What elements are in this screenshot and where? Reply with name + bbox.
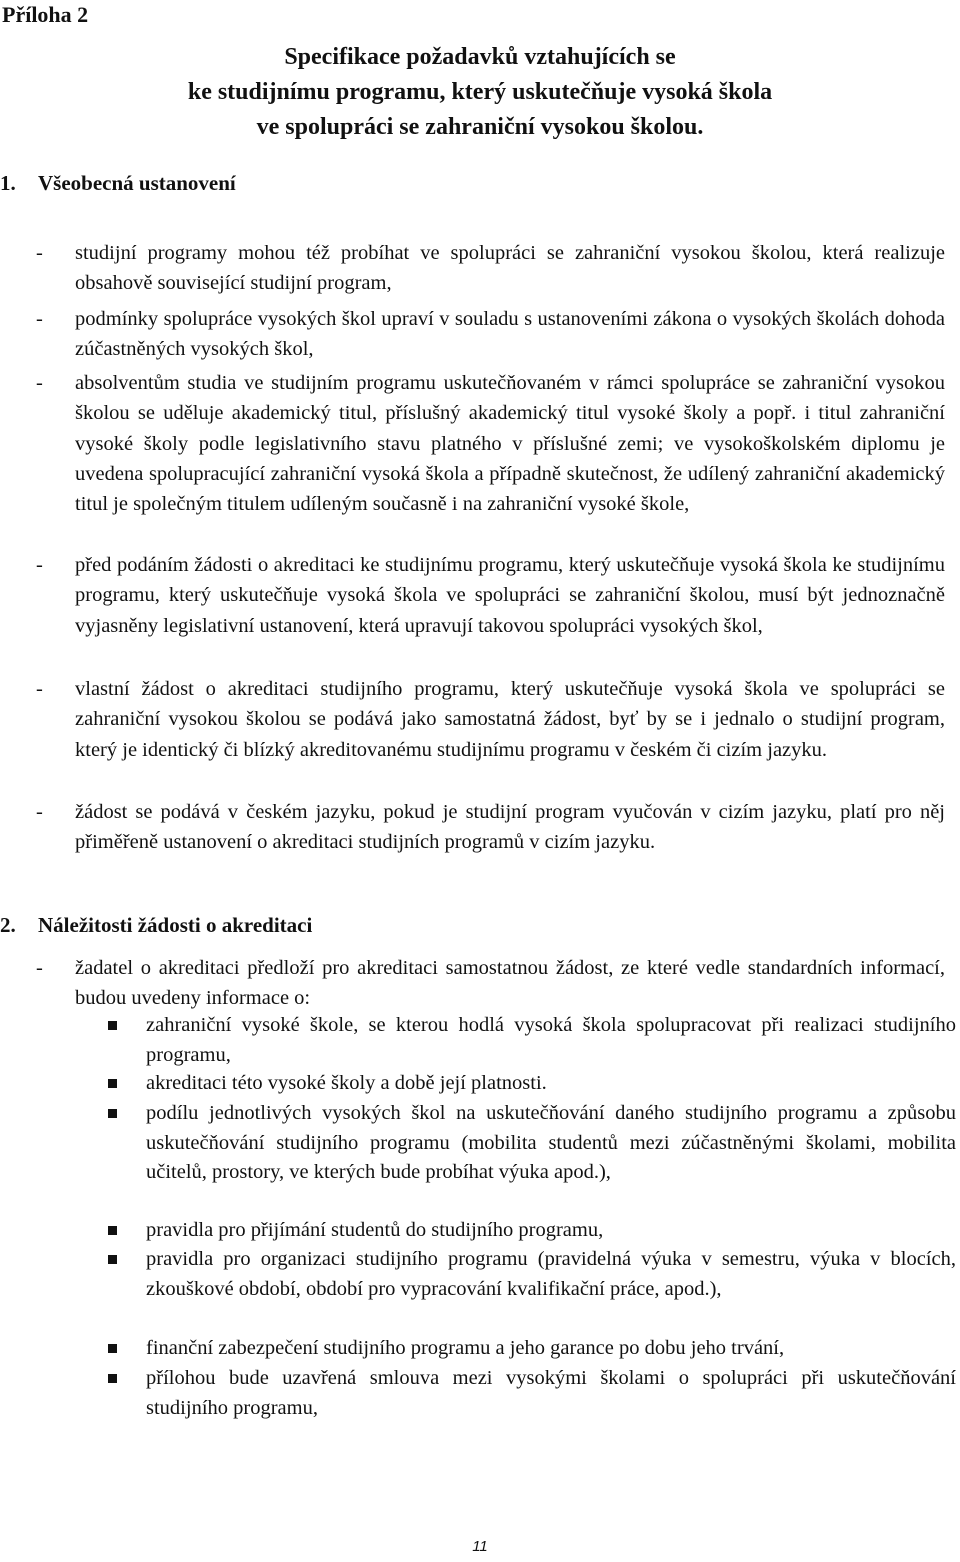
sub-item-text: pravidla pro organizaci studijního programu (pravidelná výuka v semestru, výuka v blocích, zkouškové období, období pro vypracování kvalifikační práce, apod.), [146,1248,956,1300]
sub-item-text: zahraniční vysoké škole, se kterou hodlá vysoká škola spolupracovat při realizaci studijního programu, [146,1014,956,1066]
dash-marker: - [36,678,43,700]
sub-item [0,1099,960,1188]
item-text: podmínky spolupráce vysokých škol upraví v souladu s ustanoveními zákona o vysokých školách dohoda zúčastněných vysokých škol, [75,308,945,361]
square-bullet-icon [108,1344,117,1353]
section-1-item [0,797,960,858]
item-text: vlastní žádost o akreditaci studijního programu, který uskutečňuje vysoká škola ve spolupráci se zahraniční vysokou školou se podává jako samostatná žádost, byť by se i jednalo o studijní program, který je identický či blízký akreditovanému studijnímu programu v českém či cizím jazyku. [75,678,945,761]
section-1-item [0,550,960,641]
section-1-item [0,368,960,519]
sub-item-text: přílohou bude uzavřená smlouva mezi vysokými školami o spolupráci při uskutečňování studijního programu, [146,1367,956,1419]
section-1-title: Všeobecná ustanovení [38,171,236,195]
annex-label: Příloha 2 [2,2,89,27]
intro-text: žadatel o akreditaci předloží pro akreditaci samostatnou žádost, ze které vedle standardních informací, budou uvedeny informace o: [75,957,945,1010]
square-bullet-icon [108,1021,117,1030]
sub-item [0,1334,960,1364]
section-2-intro [0,953,960,1014]
dash-marker: - [36,372,43,394]
item-text: absolventům studia ve studijním programu uskutečňovaném v rámci spolupráce se zahraniční vysokou školou se uděluje akademický titul, příslušný akademický titul vysoké školy a popř. i titul zahraniční vysoké školy podle legislativního stavu platného v příslušné zemi; ve vysokoškolském diplomu je uvedena spolupracující zahraniční vysoká škola a případně skutečnost, že udílený zahraniční akademický titul je společným titulem udíleným současně i na zahraniční vysoké škole, [75,372,945,516]
section-1-item [0,238,960,299]
document-title [0,40,960,145]
square-bullet-icon [108,1079,117,1088]
dash-marker: - [36,242,43,264]
item-text: studijní programy mohou též probíhat ve spolupráci se zahraniční vysokou školou, která realizuje obsahově související studijní program, [75,242,945,295]
section-2-number: 2. [0,913,16,937]
section-1-item [0,304,960,365]
dash-marker: - [36,957,43,979]
sub-item-text: akreditaci této vysoké školy a době její platnosti. [146,1072,547,1094]
dash-marker: - [36,554,43,576]
section-2-title: Náležitosti žádosti o akreditaci [38,913,313,937]
section-1-item [0,674,960,765]
section-1-number: 1. [0,171,16,195]
sub-item-text: finanční zabezpečení studijního programu a jeho garance po dobu jeho trvání, [146,1337,785,1359]
page-number: 11 [472,1538,488,1555]
item-text: před podáním žádosti o akreditaci ke studijnímu programu, který uskutečňuje vysoká škola ke studijnímu programu, který uskutečňuje vysoká škola ve spolupráci se zahraniční školou, musí být jednoznačně vyjasněny legislativní ustanovení, která upravují takovou spolupráci vysokých škol, [75,554,945,637]
title-line-3: ve spolupráci se zahraniční vysokou školou. [256,114,704,140]
sub-item [0,1364,960,1423]
square-bullet-icon [108,1255,117,1264]
dash-marker: - [36,801,43,823]
sub-item [0,1011,960,1070]
sub-item-text: pravidla pro přijímání studentů do studijního programu, [146,1219,604,1241]
sub-item [0,1069,960,1099]
square-bullet-icon [108,1109,117,1118]
title-line-1: Specifikace požadavků vztahujících se [284,44,676,70]
sub-item [0,1216,960,1246]
item-text: žádost se podává v českém jazyku, pokud je studijní program vyučován v cizím jazyku, platí pro něj přiměřeně ustanovení o akreditaci studijních programů v cizím jazyku. [75,801,945,854]
title-line-2: ke studijnímu programu, který uskutečňuje vysoká škola [187,79,773,105]
dash-marker: - [36,308,43,330]
square-bullet-icon [108,1226,117,1235]
sub-item-text: podílu jednotlivých vysokých škol na uskutečňování daného studijního programu a způsobu uskutečňování studijního programu (mobilita studentů mezi zúčastněnými školami, mobilita učitelů, prostory, ve kterých bude probíhat výuka apod.), [146,1102,956,1183]
square-bullet-icon [108,1374,117,1383]
sub-item [0,1245,960,1304]
